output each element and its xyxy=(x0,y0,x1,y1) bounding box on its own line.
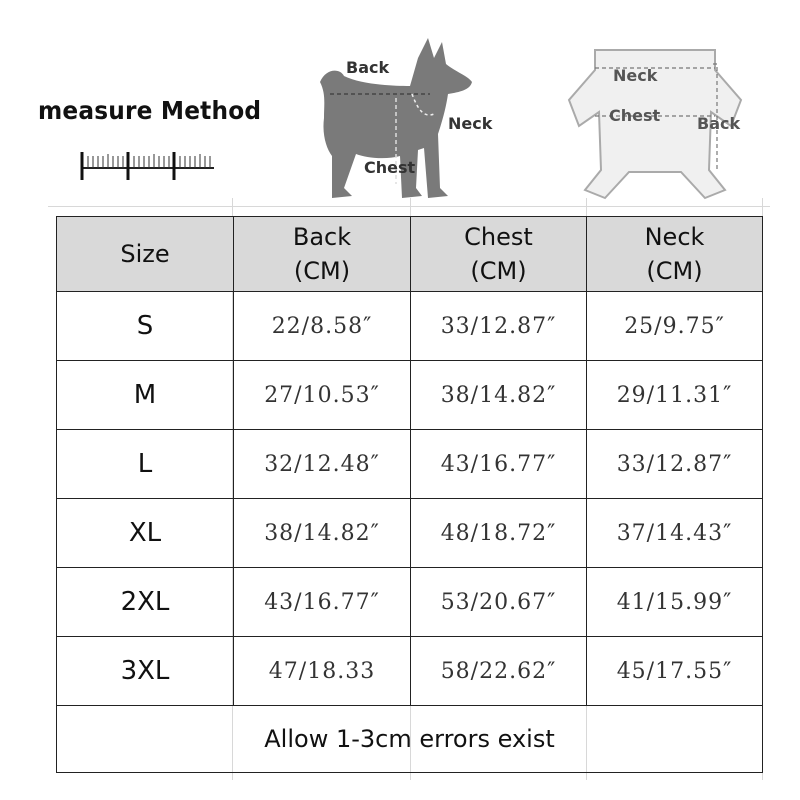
tolerance-note: Allow 1-3cm errors exist xyxy=(57,706,763,773)
chest-cell: 48/18.72″ xyxy=(411,499,587,568)
back-cell: 27/10.53″ xyxy=(234,361,411,430)
note-row xyxy=(57,706,763,773)
neck-cell: 25/9.75″ xyxy=(587,292,763,361)
measure-method-title: measure Method xyxy=(38,96,262,125)
header-back xyxy=(234,217,411,292)
header-neck-label: Neck xyxy=(644,223,705,251)
ruler-icon xyxy=(80,146,216,182)
neck-cell: 37/14.43″ xyxy=(587,499,763,568)
size-cell: XL xyxy=(57,499,234,568)
size-cell: S xyxy=(57,292,234,361)
chest-cell: 58/22.62″ xyxy=(411,637,587,706)
guide-line xyxy=(48,206,770,207)
table-row xyxy=(57,361,763,430)
header-neck xyxy=(587,217,763,292)
back-cell: 32/12.48″ xyxy=(234,430,411,499)
back-cell: 43/16.77″ xyxy=(234,568,411,637)
header-neck-unit: (CM) xyxy=(646,257,703,285)
back-cell: 22/8.58″ xyxy=(234,292,411,361)
neck-cell: 29/11.31″ xyxy=(587,361,763,430)
size-cell: M xyxy=(57,361,234,430)
header-size xyxy=(57,217,234,292)
header-chest-unit: (CM) xyxy=(470,257,527,285)
size-cell: 3XL xyxy=(57,637,234,706)
back-cell: 38/14.82″ xyxy=(234,499,411,568)
size-cell: 2XL xyxy=(57,568,234,637)
size-cell: L xyxy=(57,430,234,499)
chest-cell: 53/20.67″ xyxy=(411,568,587,637)
back-cell: 47/18.33 xyxy=(234,637,411,706)
dog-neck-label: Neck xyxy=(448,114,493,133)
header-chest xyxy=(411,217,587,292)
garment-back-label: Back xyxy=(697,114,741,133)
neck-cell: 33/12.87″ xyxy=(587,430,763,499)
dog-measure-diagram xyxy=(300,38,500,208)
chest-cell: 43/16.77″ xyxy=(411,430,587,499)
table-row xyxy=(57,292,763,361)
header-size-label: Size xyxy=(120,240,170,268)
neck-cell: 45/17.55″ xyxy=(587,637,763,706)
chest-cell: 38/14.82″ xyxy=(411,361,587,430)
header-back-unit: (CM) xyxy=(293,257,351,285)
header-back-label: Back xyxy=(292,223,352,251)
chest-cell: 33/12.87″ xyxy=(411,292,587,361)
header-chest-label: Chest xyxy=(464,223,533,251)
size-chart-table xyxy=(56,216,763,773)
table-row xyxy=(57,637,763,706)
garment-neck-label: Neck xyxy=(613,66,658,85)
dog-chest-label: Chest xyxy=(364,158,416,177)
neck-cell: 41/15.99″ xyxy=(587,568,763,637)
table-row xyxy=(57,568,763,637)
garment-chest-label: Chest xyxy=(609,106,661,125)
table-row xyxy=(57,499,763,568)
table-row xyxy=(57,430,763,499)
garment-measure-diagram xyxy=(555,40,755,205)
table-header-row xyxy=(57,217,763,292)
dog-back-label: Back xyxy=(346,58,390,77)
